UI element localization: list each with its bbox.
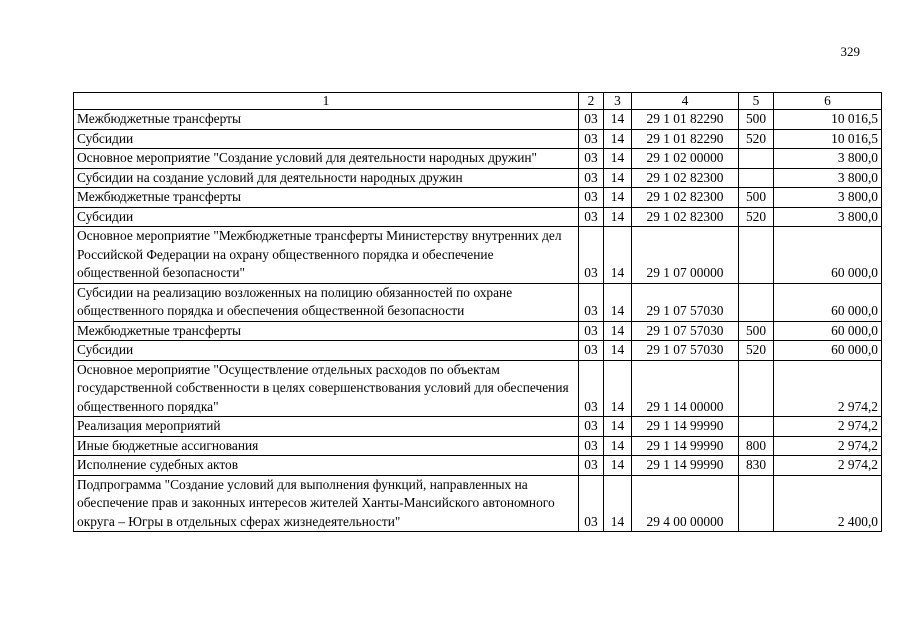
row-target-code-cell: 29 1 01 82290 xyxy=(632,110,739,130)
row-amount-cell: 60 000,0 xyxy=(774,283,882,321)
table-row xyxy=(74,283,882,321)
table-header-row xyxy=(74,93,882,110)
row-section-cell: 03 xyxy=(579,436,604,456)
row-expense-type-cell xyxy=(739,168,774,188)
row-subsection-cell: 14 xyxy=(604,168,632,188)
row-target-code-cell: 29 1 01 82290 xyxy=(632,129,739,149)
row-section-cell: 03 xyxy=(579,188,604,208)
table-row xyxy=(74,207,882,227)
row-amount-cell: 3 800,0 xyxy=(774,149,882,169)
row-expense-type-cell xyxy=(739,149,774,169)
table-row xyxy=(74,360,882,417)
header-col-1: 1 xyxy=(74,93,579,110)
row-expense-type-cell xyxy=(739,475,774,532)
row-subsection-cell: 14 xyxy=(604,188,632,208)
header-col-6: 6 xyxy=(774,93,882,110)
header-col-4: 4 xyxy=(632,93,739,110)
row-expense-type-cell: 520 xyxy=(739,207,774,227)
table-row xyxy=(74,417,882,437)
row-expense-type-cell: 520 xyxy=(739,341,774,361)
row-name-cell: Исполнение судебных актов xyxy=(74,456,579,476)
row-subsection-cell: 14 xyxy=(604,341,632,361)
row-expense-type-cell: 500 xyxy=(739,321,774,341)
table-row xyxy=(74,168,882,188)
row-name-cell: Субсидии xyxy=(74,129,579,149)
row-expense-type-cell: 800 xyxy=(739,436,774,456)
row-expense-type-cell: 500 xyxy=(739,188,774,208)
row-subsection-cell: 14 xyxy=(604,110,632,130)
row-amount-cell: 60 000,0 xyxy=(774,341,882,361)
row-name-cell: Основное мероприятие "Создание условий для деятельности народных дружин" xyxy=(74,149,579,169)
header-col-5: 5 xyxy=(739,93,774,110)
row-target-code-cell: 29 1 14 00000 xyxy=(632,360,739,417)
table-row xyxy=(74,341,882,361)
row-target-code-cell: 29 1 14 99990 xyxy=(632,456,739,476)
page-number: 329 xyxy=(840,44,860,59)
table-row xyxy=(74,321,882,341)
row-target-code-cell: 29 1 07 57030 xyxy=(632,341,739,361)
row-section-cell: 03 xyxy=(579,207,604,227)
row-target-code-cell: 29 1 02 82300 xyxy=(632,188,739,208)
row-subsection-cell: 14 xyxy=(604,321,632,341)
row-expense-type-cell xyxy=(739,227,774,284)
row-name-cell: Субсидии на реализацию возложенных на полицию обязанностей по охране общественного порядка и обеспечения общественной безопасности xyxy=(74,283,579,321)
row-subsection-cell: 14 xyxy=(604,360,632,417)
table-row xyxy=(74,188,882,208)
budget-table xyxy=(73,92,882,532)
row-section-cell: 03 xyxy=(579,149,604,169)
row-section-cell: 03 xyxy=(579,168,604,188)
row-amount-cell: 10 016,5 xyxy=(774,129,882,149)
table-row xyxy=(74,110,882,130)
row-name-cell: Иные бюджетные ассигнования xyxy=(74,436,579,456)
table-row xyxy=(74,456,882,476)
row-expense-type-cell xyxy=(739,417,774,437)
row-target-code-cell: 29 1 14 99990 xyxy=(632,436,739,456)
row-section-cell: 03 xyxy=(579,360,604,417)
row-expense-type-cell: 500 xyxy=(739,110,774,130)
row-amount-cell: 60 000,0 xyxy=(774,321,882,341)
row-name-cell: Межбюджетные трансферты xyxy=(74,110,579,130)
row-section-cell: 03 xyxy=(579,456,604,476)
row-section-cell: 03 xyxy=(579,417,604,437)
table-row xyxy=(74,436,882,456)
row-name-cell: Субсидии xyxy=(74,341,579,361)
row-target-code-cell: 29 1 07 57030 xyxy=(632,283,739,321)
table-row xyxy=(74,149,882,169)
row-expense-type-cell: 830 xyxy=(739,456,774,476)
row-target-code-cell: 29 1 02 00000 xyxy=(632,149,739,169)
table-row xyxy=(74,227,882,284)
row-name-cell: Межбюджетные трансферты xyxy=(74,188,579,208)
row-section-cell: 03 xyxy=(579,475,604,532)
row-name-cell: Межбюджетные трансферты xyxy=(74,321,579,341)
row-subsection-cell: 14 xyxy=(604,436,632,456)
row-amount-cell: 3 800,0 xyxy=(774,207,882,227)
header-col-2: 2 xyxy=(579,93,604,110)
row-subsection-cell: 14 xyxy=(604,227,632,284)
row-subsection-cell: 14 xyxy=(604,129,632,149)
row-amount-cell: 2 400,0 xyxy=(774,475,882,532)
row-target-code-cell: 29 1 07 00000 xyxy=(632,227,739,284)
row-amount-cell: 2 974,2 xyxy=(774,417,882,437)
row-target-code-cell: 29 1 02 82300 xyxy=(632,207,739,227)
row-section-cell: 03 xyxy=(579,129,604,149)
row-target-code-cell: 29 4 00 00000 xyxy=(632,475,739,532)
row-subsection-cell: 14 xyxy=(604,149,632,169)
row-subsection-cell: 14 xyxy=(604,283,632,321)
row-name-cell: Реализация мероприятий xyxy=(74,417,579,437)
row-amount-cell: 10 016,5 xyxy=(774,110,882,130)
row-name-cell: Основное мероприятие "Осуществление отдельных расходов по объектам государственной собственности в целях совершенствования условий для обеспечения общественного порядка" xyxy=(74,360,579,417)
row-amount-cell: 60 000,0 xyxy=(774,227,882,284)
row-amount-cell: 3 800,0 xyxy=(774,188,882,208)
row-subsection-cell: 14 xyxy=(604,475,632,532)
row-subsection-cell: 14 xyxy=(604,417,632,437)
row-subsection-cell: 14 xyxy=(604,456,632,476)
budget-table-body xyxy=(74,93,882,532)
row-amount-cell: 2 974,2 xyxy=(774,456,882,476)
row-section-cell: 03 xyxy=(579,321,604,341)
table-row xyxy=(74,129,882,149)
header-col-3: 3 xyxy=(604,93,632,110)
row-section-cell: 03 xyxy=(579,341,604,361)
row-expense-type-cell: 520 xyxy=(739,129,774,149)
row-amount-cell: 3 800,0 xyxy=(774,168,882,188)
row-target-code-cell: 29 1 14 99990 xyxy=(632,417,739,437)
row-subsection-cell: 14 xyxy=(604,207,632,227)
row-expense-type-cell xyxy=(739,360,774,417)
row-section-cell: 03 xyxy=(579,227,604,284)
row-section-cell: 03 xyxy=(579,283,604,321)
row-name-cell: Субсидии на создание условий для деятельности народных дружин xyxy=(74,168,579,188)
row-name-cell: Субсидии xyxy=(74,207,579,227)
row-amount-cell: 2 974,2 xyxy=(774,360,882,417)
row-name-cell: Подпрограмма "Создание условий для выполнения функций, направленных на обеспечение прав и законных интересов жителей Ханты-Мансийского автономного округа – Югры в отдельных сферах жизнедеятельности" xyxy=(74,475,579,532)
row-expense-type-cell xyxy=(739,283,774,321)
row-target-code-cell: 29 1 07 57030 xyxy=(632,321,739,341)
row-amount-cell: 2 974,2 xyxy=(774,436,882,456)
row-section-cell: 03 xyxy=(579,110,604,130)
table-row xyxy=(74,475,882,532)
row-name-cell: Основное мероприятие "Межбюджетные трансферты Министерству внутренних дел Российской Федерации на охрану общественного порядка и обеспечение общественной безопасности" xyxy=(74,227,579,284)
row-target-code-cell: 29 1 02 82300 xyxy=(632,168,739,188)
